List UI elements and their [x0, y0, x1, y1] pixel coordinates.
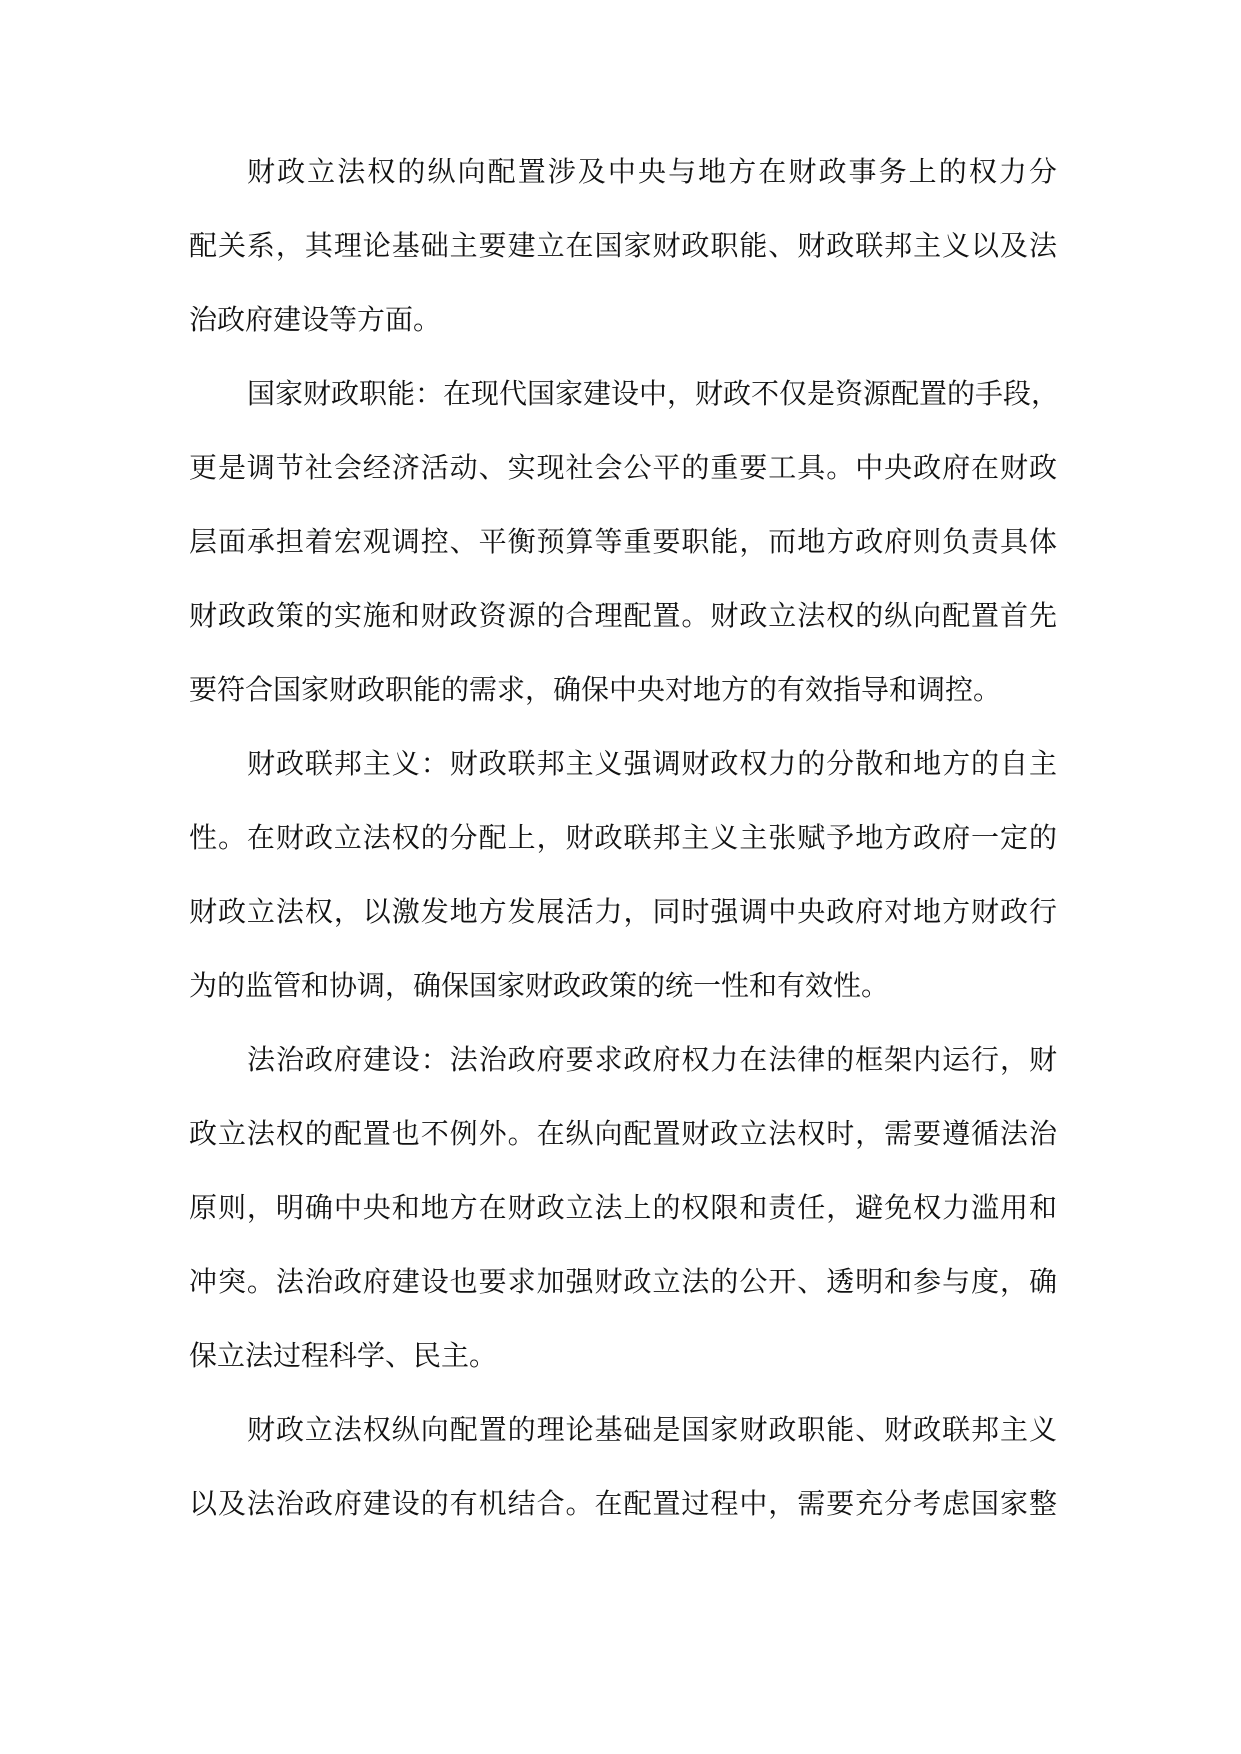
paragraph-4-line-1: 法治政府建设：法治政府要求政府权力在法律的框架内运行，财	[247, 1043, 1057, 1076]
paragraph-4-line-5: 保立法过程科学、民主。	[189, 1339, 498, 1372]
paragraph-5-line-1: 财政立法权纵向配置的理论基础是国家财政职能、财政联邦主义	[247, 1413, 1057, 1446]
paragraph-3-line-1: 财政联邦主义：财政联邦主义强调财政权力的分散和地方的自主	[247, 747, 1057, 780]
paragraph-5-line-2: 以及法治政府建设的有机结合。在配置过程中，需要充分考虑国家整	[189, 1487, 1057, 1520]
paragraph-2-line-4: 财政政策的实施和财政资源的合理配置。财政立法权的纵向配置首先	[189, 599, 1057, 632]
paragraph-4-line-2: 政立法权的配置也不例外。在纵向配置财政立法权时，需要遵循法治	[189, 1117, 1057, 1150]
paragraph-3-line-3: 财政立法权，以激发地方发展活力，同时强调中央政府对地方财政行	[189, 895, 1057, 928]
paragraph-3-line-4: 为的监管和协调，确保国家财政政策的统一性和有效性。	[189, 969, 890, 1002]
paragraph-2-line-2: 更是调节社会经济活动、实现社会公平的重要工具。中央政府在财政	[189, 451, 1057, 484]
paragraph-3-line-2: 性。在财政立法权的分配上，财政联邦主义主张赋予地方政府一定的	[189, 821, 1057, 854]
paragraph-4-line-3: 原则，明确中央和地方在财政立法上的权限和责任，避免权力滥用和	[189, 1191, 1057, 1224]
paragraph-4-line-4: 冲突。法治政府建设也要求加强财政立法的公开、透明和参与度，确	[189, 1265, 1057, 1298]
paragraph-1-line-3: 治政府建设等方面。	[189, 303, 442, 336]
paragraph-1-line-2: 配关系，其理论基础主要建立在国家财政职能、财政联邦主义以及法	[189, 229, 1057, 262]
paragraph-2-line-5: 要符合国家财政职能的需求，确保中央对地方的有效指导和调控。	[189, 673, 1002, 706]
paragraph-2-line-3: 层面承担着宏观调控、平衡预算等重要职能，而地方政府则负责具体	[189, 525, 1057, 558]
paragraph-2-line-1: 国家财政职能：在现代国家建设中，财政不仅是资源配置的手段，	[247, 377, 1060, 410]
paragraph-1-line-1: 财政立法权的纵向配置涉及中央与地方在财政事务上的权力分	[247, 155, 1057, 188]
